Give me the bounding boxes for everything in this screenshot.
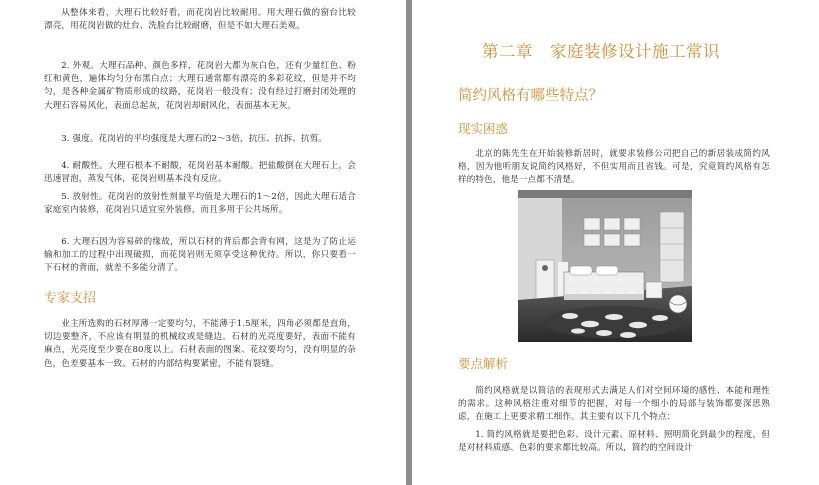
bedroom-photo xyxy=(518,190,692,342)
right-page xyxy=(412,0,819,485)
section-title-key-points: 要点解析 xyxy=(458,356,509,371)
paragraph-backing-net: 6. 大理石因为容易碎的缘故，所以石材的背后都会背有网，这是为了防止运输和加工的过程中出现破损，而花岗岩则无须享受这种优待。所以，你只要看一下石材的背面，就差不多能分清了。 xyxy=(44,237,356,274)
left-page xyxy=(0,0,407,485)
paragraph-appearance: 2. 外观。大理石品种、颜色多样，花岗岩大都为灰白色，还有少量红色、粉红和黄色，遍体均匀分布黑白点；大理石通常都有漂亮的多彩花纹，但是并不均匀，是各种金属矿物质形成的纹路，花岗岩一般没有；没有经过打磨封闭处理的大理石容易风化，表面总起灰，花岗岩却耐风化，表面基本无灰。 xyxy=(44,61,356,111)
paragraph-expert-tips: 业主所选购的石材厚薄一定要均匀，不能薄于1.5厘米，四角必须都是直角，切边要整齐，不应该有明显的机械纹或是缝边。石材的光亮度要好，表面不能有麻点，光亮度至少要在80度以上。石材表面的图案、花纹要均匀，没有明显的杂色，色差要基本一致。石材的内部结构要紧密，不能有裂缝。 xyxy=(44,319,356,369)
section-title-real-confusion: 现实困惑 xyxy=(458,121,509,136)
paragraph-key-point-1: 1. 简约风格就是要把色彩、设计元素、原材料、照明简化到最少的程度，但是对材料质感、色彩的要求都比较高。所以，简约的空间设计 xyxy=(458,430,770,454)
paragraph-strength: 3. 强度。花岗岩的平均强度是大理石的2～3倍，抗压、抗拆、抗剪。 xyxy=(61,134,327,144)
paragraph-acid-resistance: 4. 耐酸性。大理石根本不耐酸，花岗岩基本耐酸。把盐酸倒在大理石上，会迅速冒泡，蒸发气体，花岗岩则基本没有反应。 xyxy=(44,161,356,185)
paragraph-radioactivity: 5. 放射性。花岗岩的放射性剂量平均值是大理石的1～2倍，因此大理石适合家庭室内装修，花岗岩只适宜室外装修，而且多用于公共场所。 xyxy=(44,192,356,216)
paragraph-real-confusion: 北京的陈先生在开始装修新居时，就要求装修公司把自己的新居装成简约风格，因为他听朋友说简约风格好，不但实用而且省钱。可是，究竟简约风格有怎样的特色，他是一点都不清楚。 xyxy=(458,149,770,186)
chapter-title: 第二章 家庭装修设计施工常识 xyxy=(482,42,720,61)
paragraph-key-points-intro: 简约风格就是以简洁的表现形式去满足人们对空间环境的感性、本能和理性的需求。这种风格注重对细节的把握，对每一个细小的局部与装饰都要深思熟虑，在施工上更要求精工细作。其主要有以下几个特点： xyxy=(458,386,770,423)
section-title-expert-tips: 专家支招 xyxy=(44,291,97,306)
question-title: 简约风格有哪些特点？ xyxy=(458,88,603,104)
paragraph-intro: 从整体来看，大理石比较好看，而花岗岩比较耐用。用大理石做的窗台比较漂亮，用花岗岩做的灶台、洗脸台比较耐磨，但是不如大理石美观。 xyxy=(44,8,356,32)
